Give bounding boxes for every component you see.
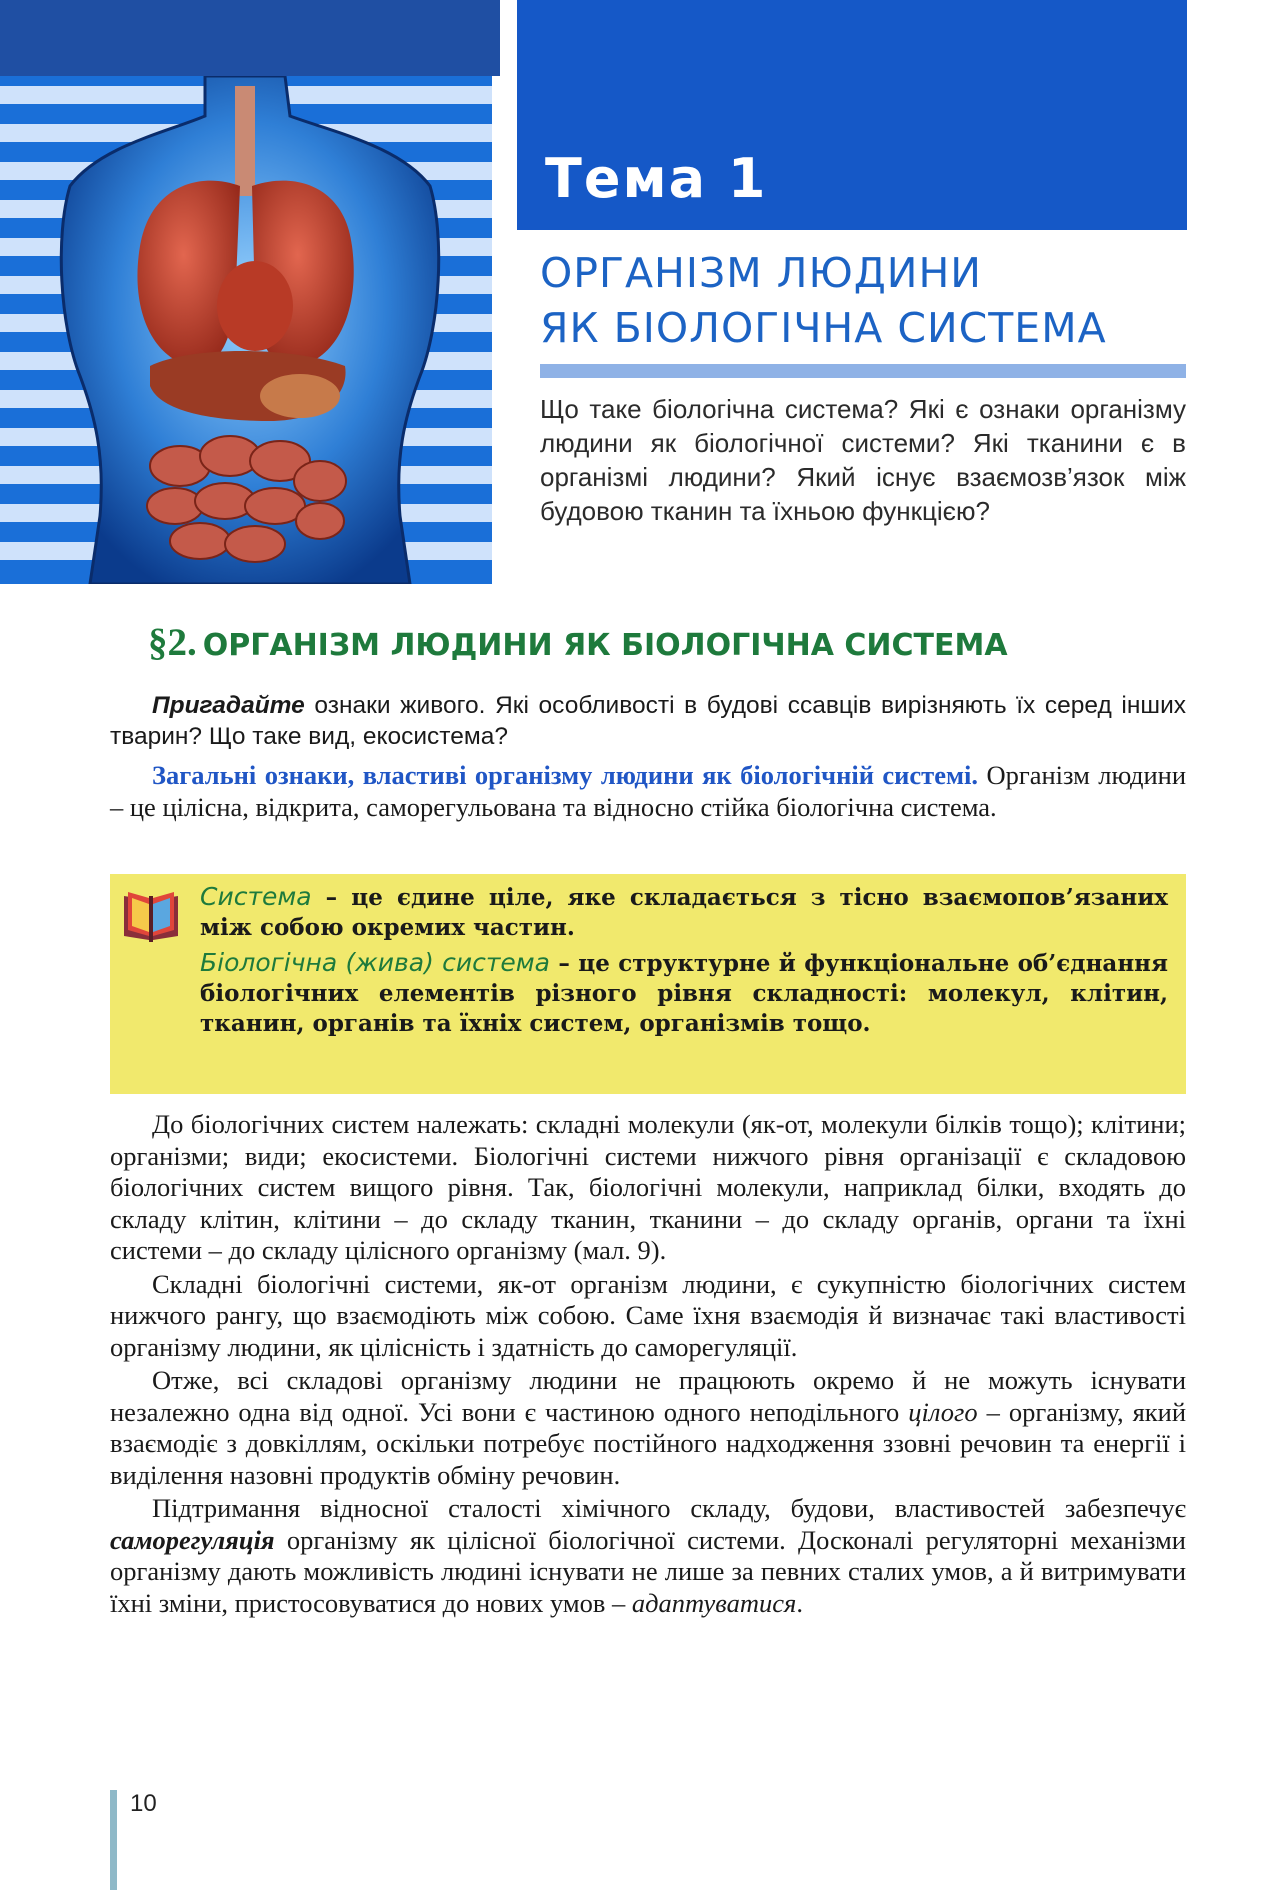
human-torso-organs-icon — [0, 76, 492, 584]
unit-title-line2: ЯК БІОЛОГІЧНА СИСТЕМА — [540, 304, 1107, 352]
recall-text: ознаки живого. Які особливості в будові ссавців вирізняють їх серед інших тварин? Що таке вид, екосистема? — [110, 692, 1186, 750]
unit-title-line1: ОРГАНІЗМ ЛЮДИНИ — [540, 249, 982, 297]
section-number: §2. — [148, 621, 197, 664]
p3-text-a: Отже, всі складові організму людини не працюють окремо й не можуть існувати незалежно одна від одної. Усі вони є частиною одного неподільного — [110, 1365, 1186, 1427]
body-paragraph-1: До біологічних систем належать: складні молекули (як-от, молекули білків тощо); клітини; організми; види; екосистеми. Біологічні системи нижчого рівня організації є складовою біологічних систем вищого рівня. Так, біологічні молекули, наприклад білки, входять до складу клітин, клітини – до складу тканин, тканини – до складу органів, органи та їхні системи – до складу цілісного організму (мал. 9). — [110, 1109, 1186, 1265]
book-icon — [120, 888, 182, 944]
definition-text — [200, 882, 1168, 1044]
page-number: 10 — [130, 1790, 157, 1817]
term-self-regulation: саморегуляція — [110, 1524, 275, 1555]
page-bar — [110, 1790, 117, 1890]
p3-text-b: – організму, який взаємодіє з довкіллям, оскільки потребує постійного надходження ззовні речовин та енергії і виділення назовні продуктів обміну речовин. — [110, 1396, 1187, 1490]
body-paragraph-4 — [110, 1493, 1186, 1619]
body-text — [110, 1109, 1186, 1621]
recall-prompt — [110, 690, 1186, 752]
definition-box — [110, 874, 1186, 1094]
title-rule — [540, 364, 1186, 378]
definition-system — [200, 882, 1168, 943]
intro-paragraph — [110, 760, 1186, 823]
p4-text-a: Підтримання відносної сталості хімічного складу, будови, властивостей забезпечує — [152, 1493, 1186, 1523]
term-bio-system: Біологічна (жива) система — [200, 948, 550, 977]
term-whole: цілого — [908, 1396, 978, 1427]
recall-label: Пригадайте — [152, 692, 305, 719]
p4-text-b: організму як цілісної біологічної системи. Досконалі регуляторні механізми організму дають можливість людині існувати не лише за певних сталих умов, а й витримувати їхні зміни, пристосовуватися до нових умов – — [110, 1524, 1186, 1618]
intro-questions: Що таке біологічна система? Які є ознаки організму людини як біологічної системи? Які тканини є в організмі людини? Який існує взаємозв’язок між будовою тканин та їхньою функцією? — [540, 394, 1186, 526]
section-heading — [148, 620, 1188, 665]
definition-bio-system — [200, 948, 1168, 1039]
def-system: – це єдине ціле, яке складається з тісно взаємопов’язаних між собою окремих частин. — [200, 884, 1168, 941]
term-adapt: адаптуватися — [631, 1587, 797, 1618]
lead-text: Організм людини – це цілісна, відкрита, саморегульована та відносно стійка біологічна система. — [110, 760, 1186, 822]
top-stripe — [0, 0, 500, 76]
lead-heading: Загальні ознаки, властиві організму людини як біологічній системі. — [152, 760, 979, 790]
term-system: Система — [200, 882, 312, 911]
body-paragraph-2: Складні біологічні системи, як-от організм людини, є сукупністю біологічних систем нижчого рангу, що взаємодіють між собою. Саме їхня взаємодія й визначає такі властивості організму людини, як цілісність і здатність до саморегуляції. — [110, 1268, 1186, 1362]
unit-title — [540, 246, 1180, 356]
section-title: ОРГАНІЗМ ЛЮДИНИ ЯК БІОЛОГІЧНА СИСТЕМА — [202, 628, 1008, 663]
p4-text-c: . — [796, 1587, 803, 1618]
def-bio-system: – це структурне й функціональне об’єднання біологічних елементів різного рівня складності: молекул, клітин, тканин, органів та їхніх систем, організмів тощо. — [200, 950, 1168, 1037]
body-paragraph-3 — [110, 1365, 1186, 1491]
theme-label: Тема 1 — [545, 147, 768, 210]
